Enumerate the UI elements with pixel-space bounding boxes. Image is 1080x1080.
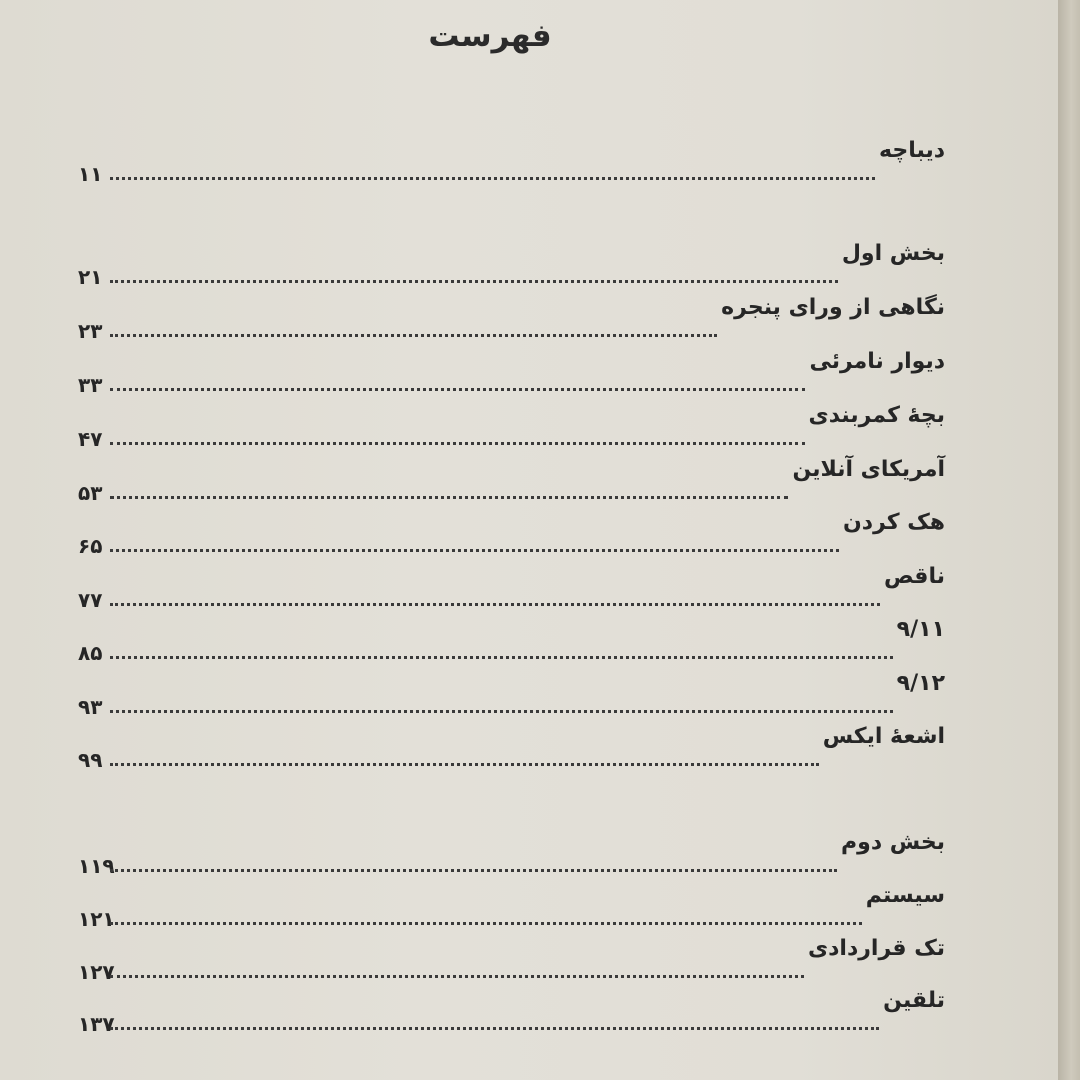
dotted-leader	[110, 1027, 879, 1030]
toc-entry-page: ۹۹	[78, 748, 103, 772]
toc-entry-page: ۶۵	[78, 534, 103, 558]
dotted-leader	[110, 710, 893, 713]
dotted-leader	[110, 975, 804, 978]
toc-entry-page: ۵۳	[78, 481, 103, 505]
toc-entry-page: ۴۷	[78, 427, 103, 451]
dotted-leader	[110, 280, 838, 283]
toc-entry-part-1	[60, 241, 945, 289]
toc-entry	[60, 724, 945, 772]
toc-entry-label: ۹/۱۲	[896, 671, 945, 696]
toc-entry-page: ۲۱	[78, 265, 103, 289]
dotted-leader	[110, 869, 837, 872]
toc-heading: فهرست	[428, 18, 552, 54]
toc-entry-label: تک قراردادی	[807, 936, 945, 961]
toc-entry-label: اشعهٔ ایکس	[822, 724, 945, 749]
toc-entry-label: نگاهی از ورای پنجره	[721, 295, 945, 320]
toc-entry-label: دیباچه	[879, 138, 945, 163]
toc-entry-page: ۱۲۷	[78, 960, 115, 984]
toc-entry-page: ۸۵	[78, 641, 103, 665]
toc-entry-page: ۱۱۹	[78, 854, 115, 878]
toc-entry-label: دیوار نامرئی	[809, 349, 945, 374]
dotted-leader	[110, 549, 839, 552]
toc-entry	[60, 671, 945, 719]
toc-entry	[60, 403, 945, 451]
book-spine	[1058, 0, 1080, 1080]
toc-entry-label: ناقص	[884, 564, 945, 589]
toc-entry	[60, 988, 945, 1036]
dotted-leader	[110, 922, 862, 925]
dotted-leader	[110, 177, 875, 180]
toc-entry-label: ۹/۱۱	[896, 617, 945, 642]
dotted-leader	[110, 496, 788, 499]
dotted-leader	[110, 603, 880, 606]
toc-entry-page: ۱۲۱	[78, 907, 115, 931]
dotted-leader	[110, 334, 717, 337]
toc-entry	[60, 564, 945, 612]
toc-entry	[60, 510, 945, 558]
toc-entry	[60, 295, 945, 343]
toc-entry-preface	[60, 138, 945, 186]
toc-entry-page: ۹۳	[78, 695, 103, 719]
toc-entry-label: تلقین	[883, 988, 945, 1013]
toc-entry-label: آمریکای آنلاین	[792, 457, 945, 482]
toc-entry-label: سیستم	[865, 883, 945, 908]
toc-entry-page: ۲۳	[78, 319, 103, 343]
dotted-leader	[110, 763, 819, 766]
toc-entry-label: بخش دوم	[841, 830, 945, 855]
toc-entry	[60, 883, 945, 931]
toc-entry	[60, 349, 945, 397]
toc-entry	[60, 936, 945, 984]
toc-entry-label: بچهٔ کمربندی	[808, 403, 945, 428]
toc-entry-label: بخش اول	[841, 241, 945, 266]
toc-entry-page: ۳۳	[78, 373, 103, 397]
dotted-leader	[110, 388, 805, 391]
toc-entry-page: ۷۷	[78, 588, 103, 612]
dotted-leader	[110, 442, 805, 445]
toc-entry	[60, 457, 945, 505]
toc-entry-part-2	[60, 830, 945, 878]
dotted-leader	[110, 656, 893, 659]
toc-entry-label: هک کردن	[843, 510, 945, 535]
toc-entry-page: ۱۳۷	[78, 1012, 115, 1036]
toc-entry	[60, 617, 945, 665]
toc-entry-page: ۱۱	[78, 162, 103, 186]
